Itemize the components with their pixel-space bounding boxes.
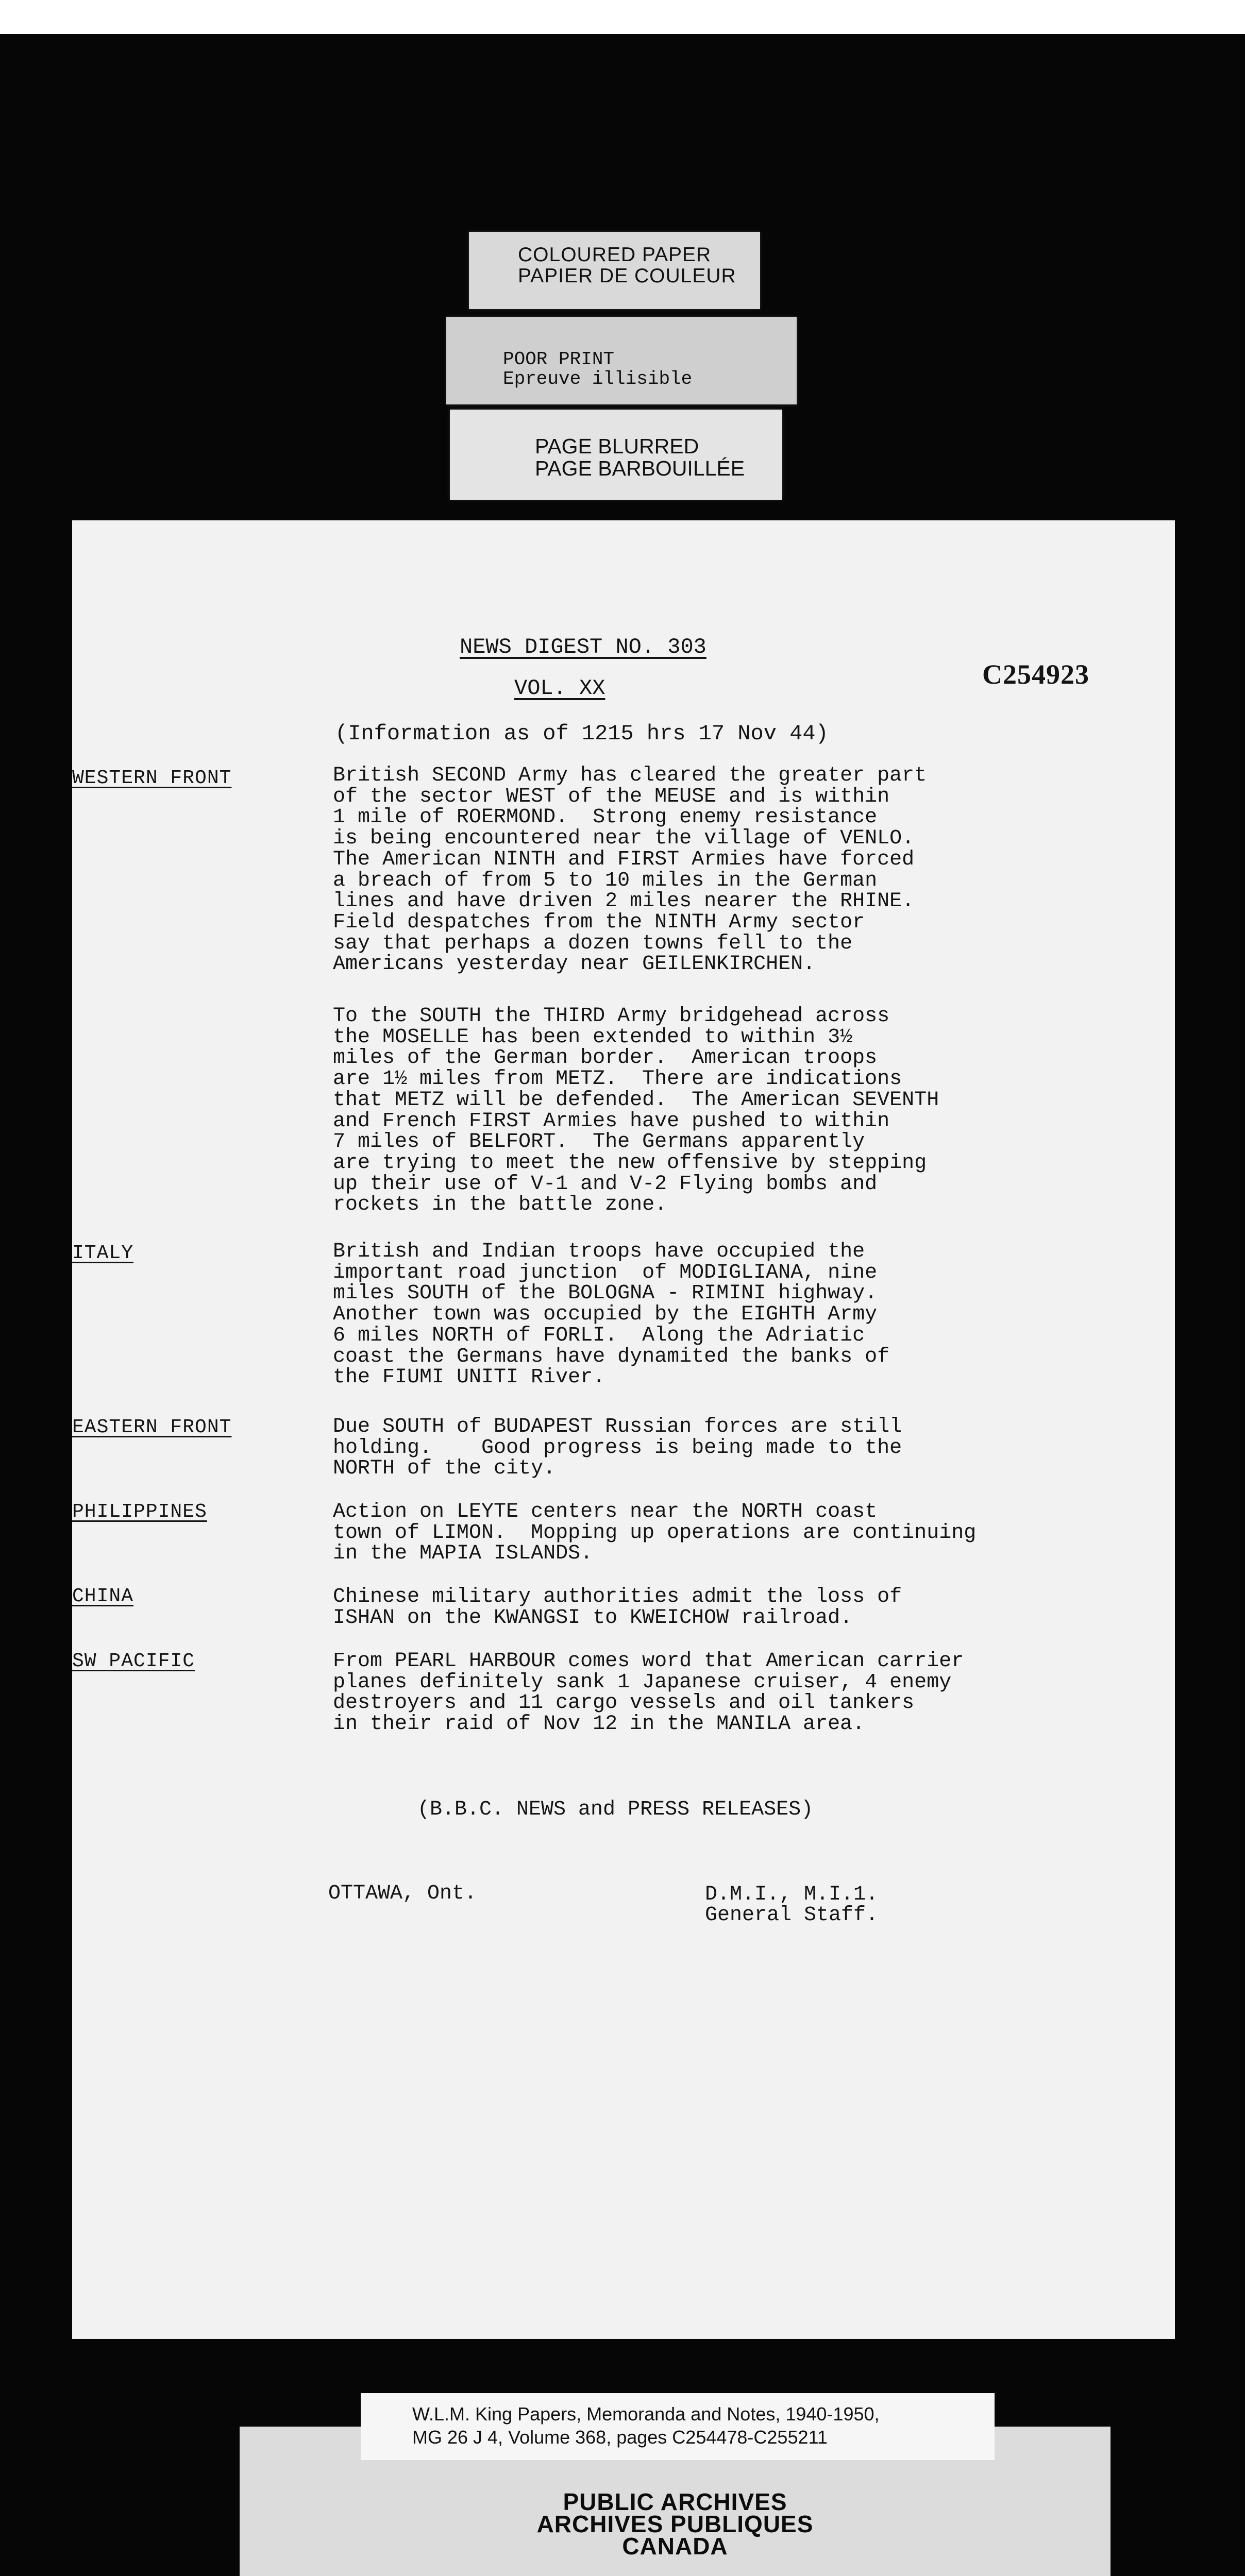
text-line: are 1½ miles from METZ. There are indications — [333, 1067, 902, 1091]
text-line: up their use of V-1 and V-2 Flying bombs and — [333, 1172, 878, 1196]
text-line: Another town was occupied by the EIGHTH Army — [333, 1303, 878, 1327]
section-paragraph — [333, 1006, 939, 1216]
section-paragraph — [333, 1651, 964, 1735]
document-volume: VOL. XX — [514, 676, 605, 701]
section-heading-philippines: PHILIPPINES — [72, 1501, 207, 1523]
text-line: say that perhaps a dozen towns fell to the — [333, 931, 853, 955]
text-line: rockets in the battle zone. — [333, 1193, 667, 1217]
page-blurred-slip — [450, 410, 782, 500]
stamp-line: PUBLIC ARCHIVES — [563, 2488, 787, 2515]
text-line: and French FIRST Armies have pushed to within — [333, 1109, 890, 1133]
document-page — [72, 520, 1175, 2339]
text-line: Field despatches from the NINTH Army sector — [333, 910, 865, 934]
source-line: (B.B.C. NEWS and PRESS RELEASES) — [417, 1798, 814, 1821]
text-line: that METZ will be defended. The American SEVENTH — [333, 1088, 939, 1112]
signature-block — [705, 1885, 878, 1926]
text-line: General Staff. — [705, 1904, 879, 1927]
text-line: NORTH of the city. — [333, 1457, 556, 1481]
stamp-line: CANADA — [622, 2533, 728, 2560]
text-line: From PEARL HARBOUR comes word that American carrier — [333, 1650, 964, 1673]
text-line: W.L.M. King Papers, Memoranda and Notes, 1940-1950, — [412, 2403, 880, 2425]
section-paragraph — [333, 1587, 902, 1629]
text-line: are trying to meet the new offensive by stepping — [333, 1151, 927, 1175]
text-line: is being encountered near the village of VENLO. — [333, 827, 915, 851]
text-line: The American NINTH and FIRST Armies have forced — [333, 848, 915, 871]
text-line: important road junction of MODIGLIANA, nine — [333, 1261, 878, 1284]
section-paragraph — [333, 766, 927, 975]
text-line: OTTAWA, Ont. — [328, 1882, 477, 1905]
text-line: in their raid of Nov 12 in the MANILA area. — [333, 1713, 865, 1736]
document-number: C254923 — [982, 659, 1089, 690]
text-line: 7 miles of BELFORT. The Germans apparently — [333, 1130, 865, 1154]
text-line: British and Indian troops have occupied the — [333, 1240, 865, 1263]
text-line: destroyers and 11 cargo vessels and oil tankers — [333, 1691, 915, 1715]
signature-place — [328, 1884, 477, 1904]
info-line: (Information as of 1215 hrs 17 Nov 44) — [335, 721, 829, 746]
text-line: D.M.I., M.I.1. — [705, 1883, 879, 1906]
text-line: of the sector WEST of the MEUSE and is within — [333, 785, 890, 808]
section-heading-sw-pacific: SW PACIFIC — [72, 1650, 195, 1672]
section-heading-western-front: WESTERN FRONT — [72, 767, 232, 789]
stamp-line: ARCHIVES PUBLIQUES — [536, 2511, 814, 2537]
text-line: Due SOUTH of BUDAPEST Russian forces are still — [333, 1415, 902, 1438]
section-paragraph — [333, 1502, 976, 1565]
slip-line: PAGE BARBOUILLÉE — [535, 456, 745, 481]
text-line: 6 miles NORTH of FORLI. Along the Adriatic — [333, 1324, 865, 1347]
text-line: miles SOUTH of the BOLOGNA - RIMINI highway. — [333, 1282, 878, 1306]
text-line: holding. Good progress is being made to the — [333, 1436, 902, 1460]
text-line: in the MAPIA ISLANDS. — [333, 1542, 593, 1566]
slip-line: Epreuve illisible — [503, 368, 693, 389]
text-line: the FIUMI UNITI River. — [333, 1366, 605, 1389]
slip-line: PAGE BLURRED — [535, 434, 699, 458]
text-line: ISHAN on the KWANGSI to KWEICHOW railroad. — [333, 1606, 853, 1630]
text-line: To the SOUTH the THIRD Army bridgehead across — [333, 1005, 890, 1028]
section-heading-italy: ITALY — [72, 1242, 134, 1264]
section-paragraph — [333, 1417, 902, 1480]
text-line: British SECOND Army has cleared the greater part — [333, 764, 927, 787]
section-heading-china: CHINA — [72, 1585, 134, 1607]
poor-print-slip — [446, 317, 797, 404]
section-paragraph — [333, 1242, 889, 1388]
text-line: planes definitely sank 1 Japanese cruiser, 4 enemy — [333, 1670, 952, 1694]
text-line: Action on LEYTE centers near the NORTH coast — [333, 1500, 878, 1523]
text-line: Americans yesterday near GEILENKIRCHEN. — [333, 953, 816, 976]
text-line: Chinese military authorities admit the loss of — [333, 1585, 902, 1608]
archives-reference-label — [361, 2393, 995, 2460]
slip-line: PAPIER DE COULEUR — [518, 264, 736, 287]
text-line: the MOSELLE has been extended to within 3½ — [333, 1025, 853, 1049]
text-line: miles of the German border. American troops — [333, 1046, 878, 1070]
slip-line: POOR PRINT — [503, 349, 615, 370]
text-line: town of LIMON. Mopping up operations are continuing — [333, 1521, 977, 1545]
text-line: coast the Germans have dynamited the banks of — [333, 1345, 890, 1368]
document-title: NEWS DIGEST NO. 303 — [460, 635, 706, 659]
archives-stamp — [464, 2488, 886, 2560]
text-line: a breach of from 5 to 10 miles in the German — [333, 869, 878, 892]
text-line: lines and have driven 2 miles nearer the RHINE. — [333, 890, 915, 913]
section-heading-eastern-front: EASTERN FRONT — [72, 1416, 232, 1438]
slip-line: COLOURED PAPER — [518, 244, 712, 266]
text-line: 1 mile of ROERMOND. Strong enemy resistance — [333, 806, 878, 829]
text-line: MG 26 J 4, Volume 368, pages C254478-C255211 — [412, 2427, 828, 2448]
coloured-paper-slip — [469, 232, 760, 309]
